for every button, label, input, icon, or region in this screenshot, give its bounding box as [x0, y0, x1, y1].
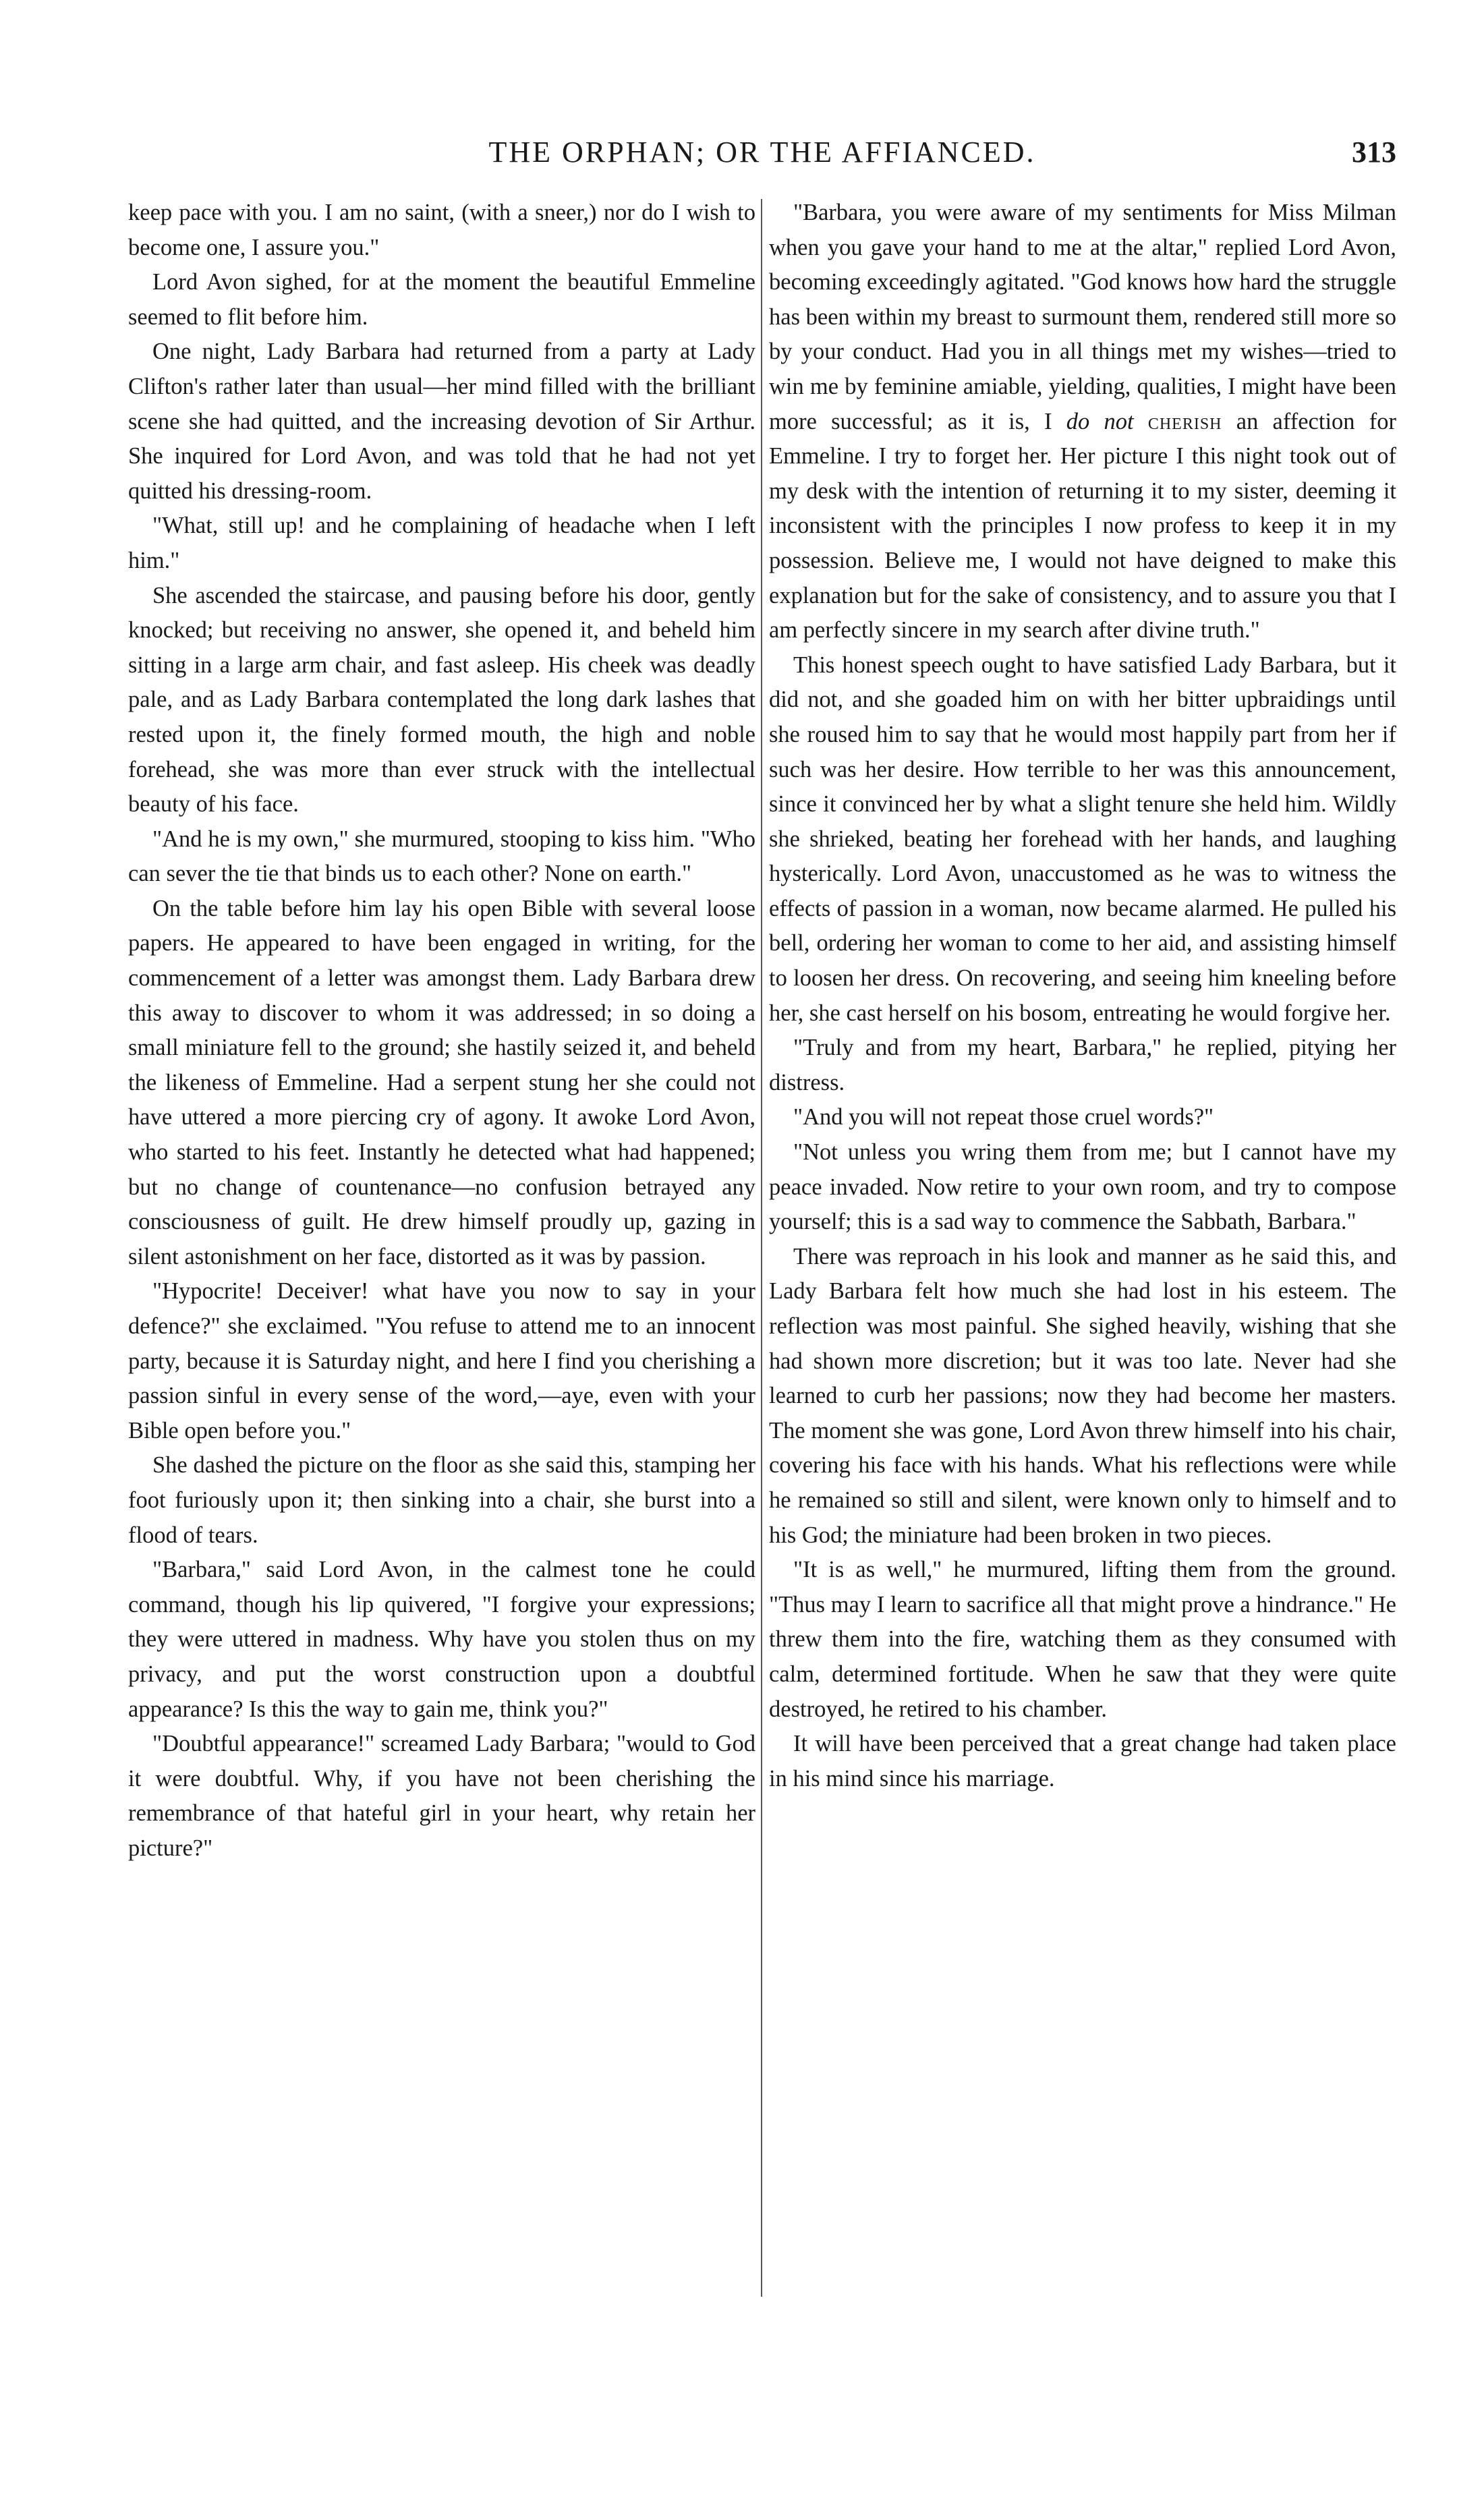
- page-header: [128, 135, 1396, 182]
- paragraph: Lord Avon sighed, for at the moment the beautiful Emmeline seemed to flit before him.: [128, 269, 755, 330]
- paragraph: [769, 196, 1396, 648]
- paragraph: "Doubtful appearance!" screamed Lady Barbara; "would to God it were doubtful. Why, if you have not been cherishing the remembrance of that hateful girl in your heart, why retain her picture?": [128, 1731, 755, 1861]
- paragraph: keep pace with you. I am no saint, (with a sneer,) nor do I wish to become one, I assure you.": [128, 200, 755, 260]
- paragraph: "Truly and from my heart, Barbara," he replied, pitying her distress.: [769, 1035, 1396, 1095]
- paragraph: "And you will not repeat those cruel words?": [793, 1104, 1214, 1130]
- paragraph: "And he is my own," she murmured, stooping to kiss him. "Who can sever the tie that binds us to each other? None on earth.": [128, 826, 755, 887]
- paragraph: "Hypocrite! Deceiver! what have you now to say in your defence?" she exclaimed. "You refuse to attend me to an innocent party, because it is Saturday night, and here I find you cherishing a passion sinful in every sense of the word,—aye, even with your Bible open before you.": [128, 1278, 755, 1443]
- running-title: THE ORPHAN; OR THE AFFIANCED.: [488, 136, 1036, 169]
- paragraph: This honest speech ought to have satisfied Lady Barbara, but it did not, and she goaded him on with her bitter upbraidings until she roused him to say that he would most happily part from her if such was her desire. How terrible to her was this announcement, since it convinced her by what a slight tenure she held him. Wildly she shrieked, beating her forehead with her hands, and laughing hysterically. Lord Avon, unaccustomed as he was to witness the effects of passion in a woman, now became alarmed. He pulled his bell, ordering her woman to come to her aid, and assisting himself to loosen her dress. On recovering, and seeing him kneeling before her, she cast herself on his bosom, entreating he would forgive her.: [769, 652, 1396, 1026]
- paragraph: One night, Lady Barbara had returned from a party at Lady Clifton's rather later than usual—her mind filled with the brilliant scene she had quitted, and the increasing devotion of Sir Arthur. She inquired for Lord Avon, and was told that he had not yet quitted his dressing-room.: [128, 339, 755, 504]
- page-number: 313: [1352, 136, 1396, 169]
- paragraph: She ascended the staircase, and pausing before his door, gently knocked; but receiving no answer, she opened it, and beheld him sitting in a large arm chair, and fast asleep. His cheek was deadly pale, and as Lady Barbara contemplated the long dark lashes that rested upon it, the finely formed mouth, the high and noble forehead, she was more than ever struck with the intellectual beauty of his face.: [128, 582, 755, 818]
- emphasis-small-caps: cherish: [1147, 408, 1222, 434]
- paragraph: "It is as well," he murmured, lifting them from the ground. "Thus may I learn to sacrifice all that might prove a hindrance." He threw them into the fire, watching them as they consumed with calm, determined fortitude. When he saw that they were quite destroyed, he retired to his chamber.: [769, 1557, 1396, 1722]
- right-column: [769, 196, 1396, 1796]
- paragraph: "Barbara," said Lord Avon, in the calmest tone he could command, though his lip quivered, "I forgive your expressions; they were uttered in madness. Why have you stolen thus on my privacy, and put the worst construction upon a doubtful appearance? Is this the way to gain me, think you?": [128, 1557, 755, 1722]
- text-run: "Barbara, you were aware of my sentiments for Miss Milman when you gave your hand to me at the altar," replied Lord Avon, becoming exceedingly agitated. "God knows how hard the struggle has been within my breast to surmount them, rendered still more so by your conduct. Had you in all things met my wishes—tried to win me by feminine amiable, yielding, qualities, I might have been more successful; as it is, I: [769, 200, 1396, 434]
- paragraph: It will have been perceived that a great change had taken place in his mind since his marriage.: [769, 1731, 1396, 1792]
- paragraph: On the table before him lay his open Bible with several loose papers. He appeared to have been engaged in writing, for the commencement of a letter was amongst them. Lady Barbara drew this away to discover to whom it was addressed; in so doing a small miniature fell to the ground; she hastily seized it, and beheld the likeness of Emmeline. Had a serpent stung her she could not have uttered a more piercing cry of agony. It awoke Lord Avon, who started to his feet. Instantly he detected what had happened; but no change of countenance—no confusion betrayed any consciousness of guilt. He drew himself proudly up, gazing in silent astonishment on her face, distorted as it was by passion.: [128, 895, 755, 1269]
- text-run: an affection for Emmeline. I try to forget her. Her picture I this night took out of my desk with the intention of returning it to my sister, deeming it inconsistent with the principles I now profess to keep it in my possession. Believe me, I would not have deigned to make this explanation but for the sake of consistency, and to assure you that I am perfectly sincere in my search after divine truth.": [769, 408, 1396, 643]
- emphasis-italic: do not: [1066, 408, 1134, 434]
- paragraph: There was reproach in his look and manner as he said this, and Lady Barbara felt how much she had lost in his esteem. The reflection was most painful. She sighed heavily, wishing that she had shown more discretion; but it was too late. Never had she learned to curb her passions; now they had become her masters. The moment she was gone, Lord Avon threw himself into his chair, covering his face with his hands. What his reflections were while he remained so still and silent, were known only to himself and to his God; the miniature had been broken in two pieces.: [769, 1243, 1396, 1548]
- left-column: [128, 196, 755, 1866]
- paragraph: She dashed the picture on the floor as she said this, stamping her foot furiously upon it; then sinking into a chair, she burst into a flood of tears.: [128, 1452, 755, 1548]
- column-divider: [761, 199, 762, 2297]
- paragraph: "Not unless you wring them from me; but I cannot have my peace invaded. Now retire to your own room, and try to compose yourself; this is a sad way to commence the Sabbath, Barbara.": [769, 1139, 1396, 1235]
- paragraph: "What, still up! and he complaining of headache when I left him.": [128, 513, 755, 573]
